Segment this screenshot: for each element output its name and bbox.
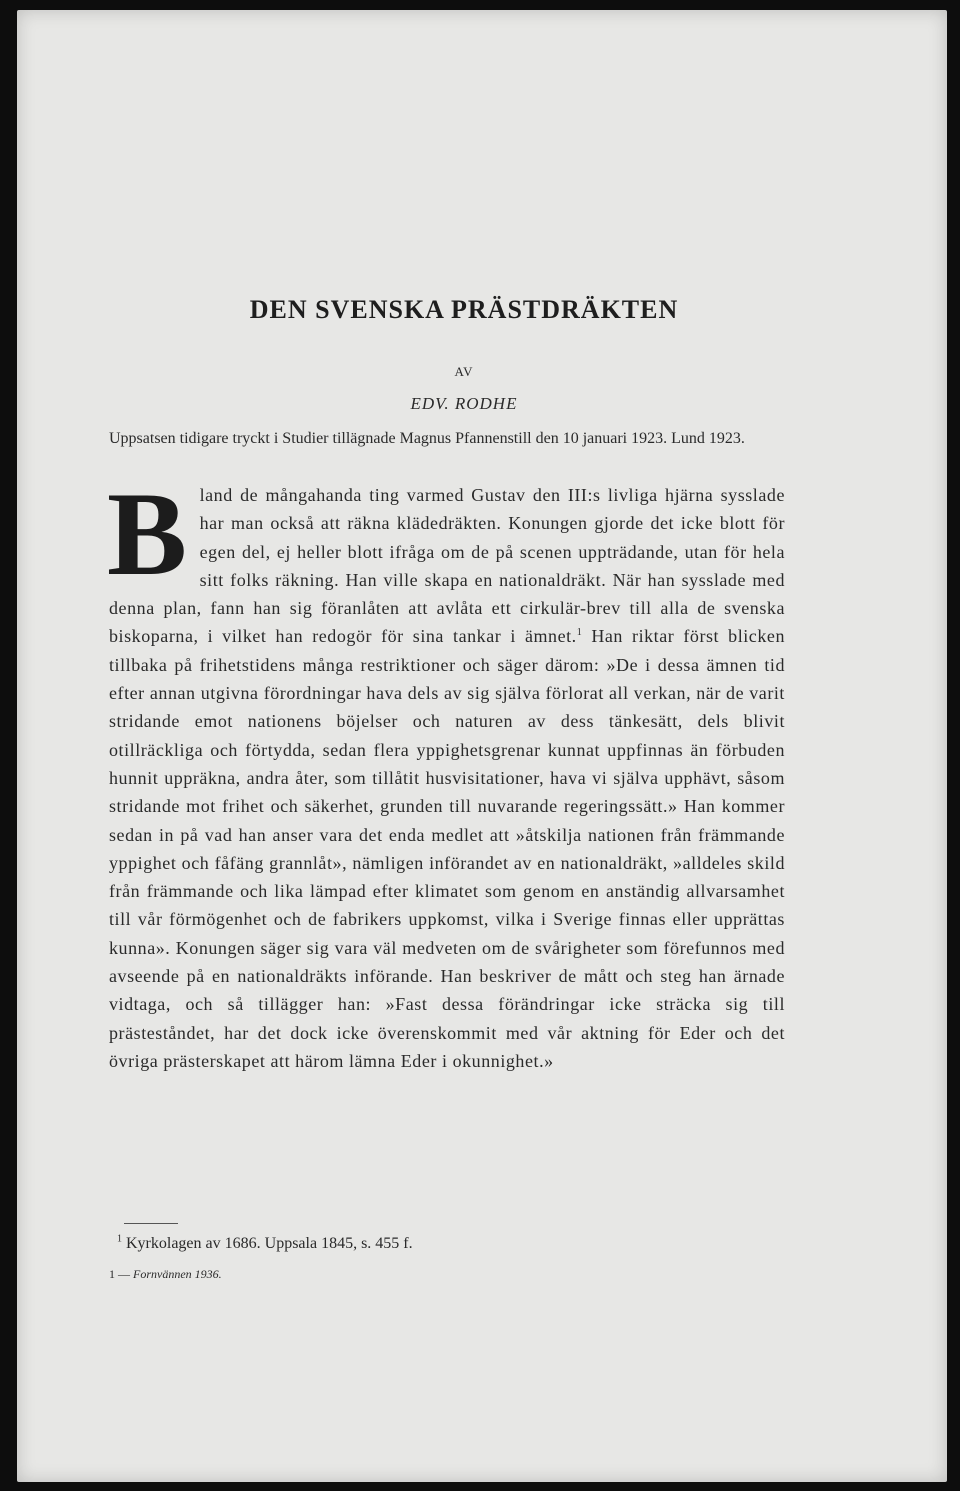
byline-prefix: AV [454,364,474,379]
footnote [117,1232,413,1256]
footnote-marker: 1 [117,1233,122,1245]
footnote-text: Kyrkolagen av 1686. Uppsala 1845, s. 455 f. [126,1235,413,1252]
journal-name: Fornvännen 1936. [133,1267,222,1281]
sheet-number: 1 — [109,1267,133,1281]
article-title: DEN SVENSKA PRÄSTDRÄKTEN [249,295,679,324]
document-page [17,10,947,1482]
footnote-reference[interactable]: 1 [576,627,583,639]
author-name: EDV. RODHE [410,394,518,413]
publication-note: Uppsatsen tidigare tryckt i Studier tillägnade Magnus Pfannenstill den 10 januari 1923. Lund 1923. [109,430,745,447]
drop-cap: B [107,467,188,600]
article-body [107,467,785,1075]
body-text-start: land de mångahanda ting varmed Gustav den III:s livliga hjärna sysslade har man också att räkna klädedräkten. Konungen gjorde det icke blott för egen del, ej heller blott ifråga om de på scenen uppträdande, utan för hela sitt folks räkning. Han ville skapa en nationaldräkt. När han sysslade med denna plan, fann han sig föranlåten att avlåta ett cirkulär-brev till alla de svenska biskoparna, i vilket han redogör för sina tankar i ämnet. [109,485,785,647]
body-text-continued: Han riktar först blicken tillbaka på frihetstidens många restriktioner och säger därom: »De i dessa ämnen tid efter annan utgivna förordningar hava dels av sig själva förlorat all verkan, när de varit stridande emot nationens böjelser och naturen av dess tänkesätt, dels blivit otillräckliga och förtydda, sedan flera yppighetsgrenar kunnat uppfinnas än förbuden hunnit uppräkna, andra åter, som tillåtit husvisitationer, hava vi själva upphävt, såsom stridande mot frihet och säkerhet, grunden till nuvarande regeringssätt.» Han kommer sedan in på vad han anser vara det enda medlet att »åtskilja nationen från främmande yppighet och fåfäng grannlåt», nämligen införandet av en nationaldräkt, »alldeles skild från främmande och lika lämpad efter klimatet som genom en anständig allvarsamhet till vår förmögenhet och de fabrikers uppkomst, vilka i Sverige finnas eller upprättas kunna». Konungen säger sig vara väl medveten om de svårigheter som förefunnos med avseende på en nationaldräkts införande. Han beskriver de mått och steg han ärnade vidtaga, och så tillägger han: »Fast dessa förändringar icke sträcka sig till prästeståndet, har det dock icke överenskommit med vår aktning för Eder och det övriga prästerskapet att härom lämna Eder i okunnighet.» [109,626,785,1071]
sheet-signature [109,1266,222,1282]
footnote-divider [124,1223,178,1224]
